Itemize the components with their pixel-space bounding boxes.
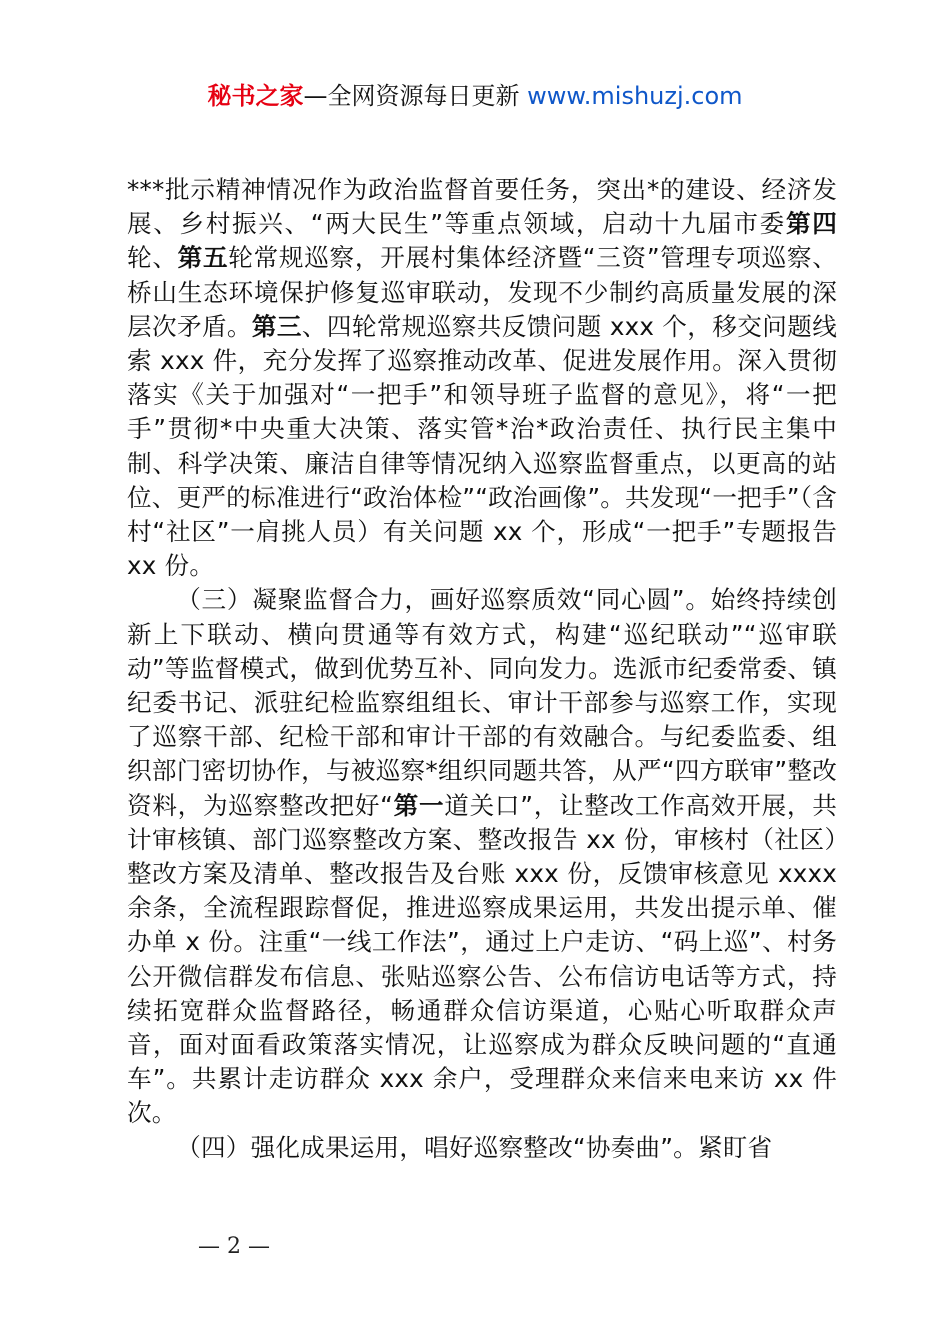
text-run: （四）强化成果运用，唱好巡察整改“协奏曲”。紧盯省 — [176, 1132, 773, 1162]
text-run-bold: 第四 — [785, 209, 838, 239]
text-run: （三）凝聚监督合力，画好巡察质效“同心圆”。始终持续创新上下联动、横向贯通等有效方式，构建“巡纪联动”“巡审联动”等监督模式，做到优势互补、同向发力。选派市纪委常委、镇纪委书记、派驻纪检监察组组长、审计干部参与巡察工作，实现了巡察干部、纪检干部和审计干部的有效融合。与纪委监委、组织部门密切协作，与被巡察*组织同题共答，从严“四方联审”整改资料，为巡察整改把好“ — [127, 585, 838, 820]
paragraph-section-3 — [127, 583, 837, 1130]
paragraph-section-4 — [127, 1131, 837, 1165]
text-run: 道关口”，让整改工作高效开展，共计审核镇、部门巡察整改方案、整改报告 xx 份，审核村（社区）整改方案及清单、整改报告及台账 xxx 份，反馈审核意见 xxxx 余条，全流程跟踪督促，推进巡察成果运用，共发出提示单、催办单 x 份。注重“一线工作法”，通过上户走访、“码上巡”、村务公开微信群发布信息、张贴巡察公告、公布信访电话等方式，持续拓宽群众监督路径，畅通群众信访渠道，心贴心听取群众声音，面对面看政策落实情况，让巡察成为群众反映问题的“直通车”。共累计走访群众 xxx 余户，受理群众来信来电来访 xx 件次。 — [127, 790, 837, 1128]
text-run: 轮常规巡察，开展村集体经济暨“三资”管理专项巡察、桥山生态环境保护修复巡审联动，发现不少制约高质量发展的深层次矛盾。 — [127, 243, 837, 341]
page-number: — 2 — — [198, 1234, 270, 1259]
site-banner — [0, 80, 950, 112]
banner-website-link[interactable]: www.mishuzj.com — [527, 82, 743, 110]
banner-tagline: —全网资源每日更新 — [303, 82, 520, 110]
text-run: ***批示精神情况作为政治监督首要任务，突出*的建设、经济发展、乡村振兴、“两大民生”等重点领域，启动十九届市委 — [127, 175, 837, 239]
text-run-bold: 第三 — [251, 311, 302, 341]
paragraph-continued — [127, 173, 837, 583]
text-run: 轮、 — [127, 243, 178, 273]
banner-brand: 秘书之家 — [207, 82, 304, 110]
text-run-bold: 第一 — [393, 790, 445, 820]
text-run: 、四轮常规巡察共反馈问题 xxx 个，移交问题线索 xxx 件，充分发挥了巡察推动改革、促进发展作用。深入贯彻落实《关于加强对“一把手”和领导班子监督的意见》，将“一把手”贯彻*中央重大决策、落实管*治*政治责任、执行民主集中制、科学决策、廉洁自律等情况纳入巡察监督重点，以更高的站位、更严的标准进行“政治体检”“政治画像”。共发现“一把手”（含村“社区”一肩挑人员）有关问题 xx 个，形成“一把手”专题报告 xx 份。 — [127, 311, 837, 581]
text-run-bold: 第五 — [177, 243, 229, 273]
document-body — [127, 173, 837, 1165]
